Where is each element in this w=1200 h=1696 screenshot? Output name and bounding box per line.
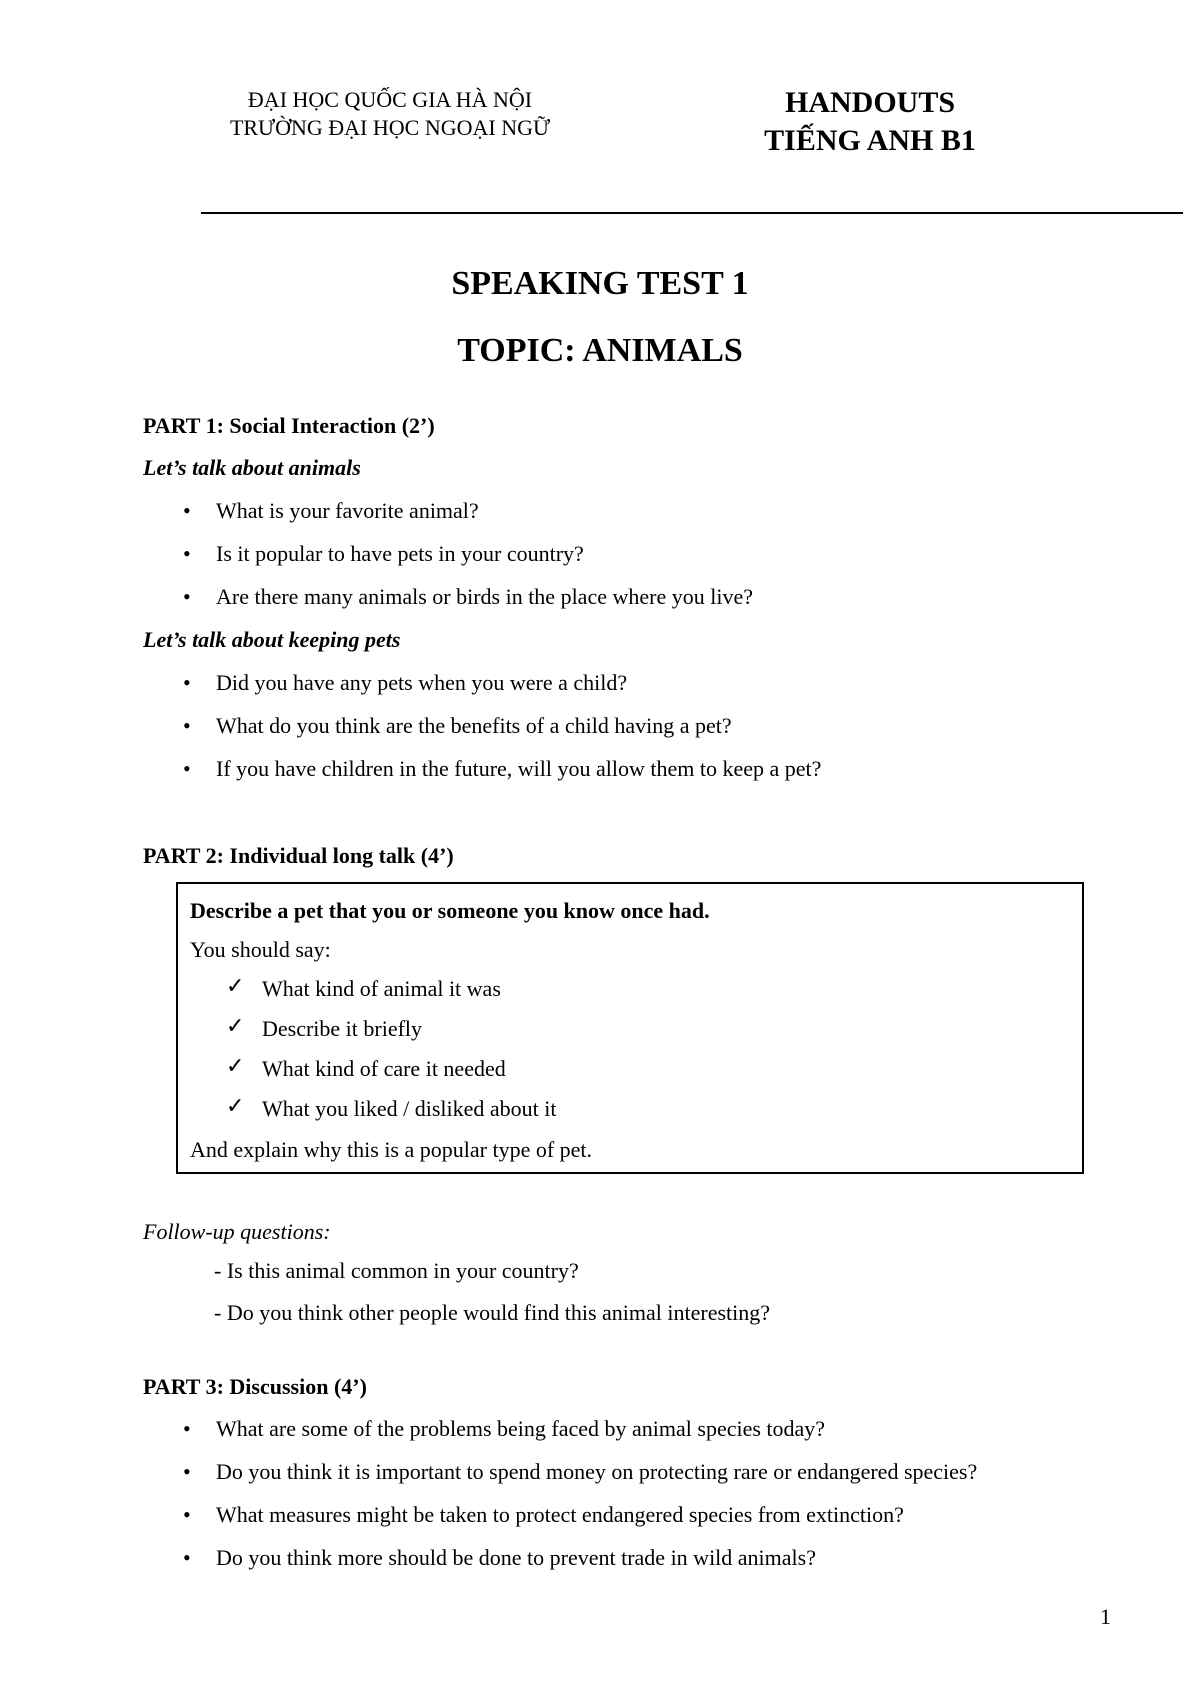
school-name: TRƯỜNG ĐẠI HỌC NGOẠI NGỮ [229,115,551,140]
checkmark-icon: ✓ [226,974,245,999]
bullet-icon: • [183,498,191,523]
followup-questions [214,1258,770,1342]
bullet-icon: • [183,541,191,566]
part1-pets-questions [0,670,821,799]
topic-title: TOPIC: ANIMALS [457,332,743,369]
bullet-icon: • [183,1459,191,1484]
course-name: TIẾNG ANH B1 [764,124,976,157]
checkmark-icon: ✓ [226,1094,245,1119]
part1-subheading-pets: Let’s talk about keeping pets [143,627,401,652]
test-title: SPEAKING TEST 1 [451,265,749,302]
followup-label: Follow-up questions: [143,1219,331,1244]
list-item: ✓ Describe it briefly [226,1014,423,1041]
cue-card-title: Describe a pet that you or someone you know once had. [190,898,710,923]
list-item: ✓ What you liked / disliked about it [226,1094,557,1121]
list-item: • What are some of the problems being faced by animal species today? [183,1416,826,1441]
list-item: • Is it popular to have pets in your country? [183,541,584,566]
bullet-icon: • [183,713,191,738]
list-item: • Do you think more should be done to prevent trade in wild animals? [183,1545,816,1570]
page-number: 1 [1100,1604,1111,1629]
bullet-icon: • [183,1502,191,1527]
bullet-icon: • [183,756,191,781]
list-item: ✓ What kind of care it needed [226,1054,506,1081]
part1-subheading-animals: Let’s talk about animals [143,455,361,480]
cue-card-explain: And explain why this is a popular type of pet. [190,1137,593,1162]
document-type-header [720,84,1020,160]
cue-card-points [178,976,557,1136]
checkmark-icon: ✓ [226,1014,245,1039]
institution-header [170,86,610,142]
list-item: - Do you think other people would find this animal interesting? [214,1300,771,1325]
list-item: • What measures might be taken to protect endangered species from extinction? [183,1502,904,1527]
doc-type: HANDOUTS [784,86,956,119]
part3-questions [0,1416,977,1588]
part1-heading: PART 1: Social Interaction (2’) [143,413,435,438]
list-item: • Do you think it is important to spend money on protecting rare or endangered species? [183,1459,978,1484]
part1-animals-questions [0,498,753,627]
part2-heading: PART 2: Individual long talk (4’) [143,843,454,868]
bullet-icon: • [183,584,191,609]
list-item: • What is your favorite animal? [183,498,479,523]
checkmark-icon: ✓ [226,1054,245,1079]
bullet-icon: • [183,670,191,695]
list-item: - Is this animal common in your country? [214,1258,579,1283]
list-item: • Did you have any pets when you were a child? [183,670,628,695]
university-name: ĐẠI HỌC QUỐC GIA HÀ NỘI [247,87,533,112]
part3-heading: PART 3: Discussion (4’) [143,1374,367,1399]
bullet-icon: • [183,1545,191,1570]
cue-card-intro: You should say: [190,937,331,962]
list-item: ✓ What kind of animal it was [226,974,501,1001]
list-item: • If you have children in the future, will you allow them to keep a pet? [183,756,822,781]
bullet-icon: • [183,1416,191,1441]
header-divider [201,212,1183,214]
cue-card [176,882,1084,1174]
list-item: • Are there many animals or birds in the place where you live? [183,584,753,609]
list-item: • What do you think are the benefits of a child having a pet? [183,713,732,738]
